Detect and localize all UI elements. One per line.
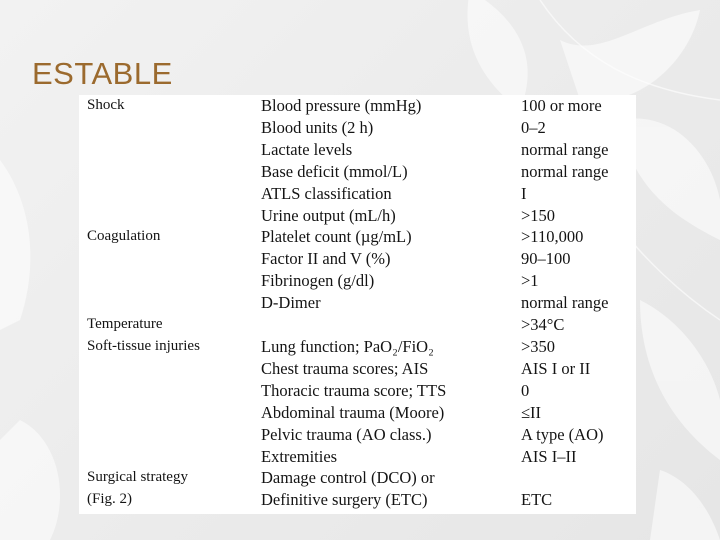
parameter-cell: Platelet count (µg/mL) — [261, 227, 412, 247]
value-cell: 100 or more — [521, 96, 602, 115]
parameter-cell: Thoracic trauma score; TTS — [261, 380, 447, 400]
category-cell — [87, 205, 261, 227]
table-row — [87, 489, 632, 511]
value-cell: >1 — [521, 271, 539, 291]
parameter-cell: Lactate levels — [261, 139, 353, 159]
table-row — [87, 424, 632, 446]
table-row — [87, 467, 632, 489]
parameter-cell: Blood pressure (mmHg) — [261, 96, 422, 115]
parameter-cell: Factor II and V (%) — [261, 249, 391, 269]
value-cell: AIS I or II — [521, 358, 591, 378]
table-row — [87, 139, 632, 161]
table-row — [87, 292, 632, 314]
value-cell: >110,000 — [521, 227, 584, 247]
category-cell — [87, 402, 261, 424]
value-cell: normal range — [521, 139, 609, 159]
category-cell — [87, 292, 261, 314]
table-row — [87, 117, 632, 139]
value-cell: AIS I–II — [521, 446, 577, 466]
category-cell: Coagulation — [87, 228, 161, 245]
table-row — [87, 205, 632, 227]
category-cell — [87, 380, 261, 402]
value-cell: I — [521, 183, 527, 203]
parameter-cell: Fibrinogen (g/dl) — [261, 271, 375, 291]
category-cell: Shock — [87, 97, 125, 113]
table-row — [87, 95, 632, 117]
value-cell — [521, 467, 632, 489]
value-cell: >150 — [521, 205, 556, 225]
category-cell — [87, 139, 261, 161]
table-row — [87, 314, 632, 336]
category-cell — [87, 424, 261, 446]
category-cell — [87, 117, 261, 139]
category-cell: Surgical strategy — [87, 469, 188, 486]
parameter-cell: Damage control (DCO) or — [261, 468, 435, 488]
parameter-cell: D-Dimer — [261, 293, 321, 313]
table-row — [87, 446, 632, 468]
category-cell: Temperature — [87, 316, 163, 333]
table-row — [87, 248, 632, 270]
category-cell — [87, 161, 261, 183]
table-row — [87, 270, 632, 292]
slide-title: ESTABLE — [32, 56, 173, 91]
value-cell: A type (AO) — [521, 424, 604, 444]
criteria-table — [87, 95, 632, 511]
parameter-cell — [261, 314, 521, 336]
parameter-cell: Extremities — [261, 446, 338, 466]
value-cell: 90–100 — [521, 249, 571, 269]
table-row — [87, 336, 632, 358]
value-cell: normal range — [521, 293, 609, 313]
table-row — [87, 380, 632, 402]
value-cell: ETC — [521, 490, 553, 510]
table-row — [87, 402, 632, 424]
value-cell: >34°C — [521, 315, 565, 335]
table-image — [79, 95, 636, 514]
table-row — [87, 226, 632, 248]
table-row — [87, 358, 632, 380]
value-cell: normal range — [521, 161, 609, 181]
category-cell — [87, 446, 261, 468]
category-cell — [87, 358, 261, 380]
parameter-cell: Definitive surgery (ETC) — [261, 490, 428, 510]
parameter-cell: Abdominal trauma (Moore) — [261, 402, 445, 422]
value-cell: ≤II — [521, 402, 542, 422]
parameter-cell: ATLS classification — [261, 183, 392, 203]
category-cell: Soft-tissue injuries — [87, 337, 200, 354]
table-row — [87, 183, 632, 205]
category-cell — [87, 248, 261, 270]
value-cell: >350 — [521, 336, 556, 356]
value-cell: 0–2 — [521, 117, 546, 137]
value-cell: 0 — [521, 380, 530, 400]
parameter-cell: Blood units (2 h) — [261, 117, 374, 137]
category-cell — [87, 183, 261, 205]
parameter-cell: Urine output (mL/h) — [261, 205, 396, 225]
table-row — [87, 161, 632, 183]
parameter-cell: Base deficit (mmol/L) — [261, 161, 408, 181]
parameter-cell: Lung function; PaO₂/FiO₂ — [261, 336, 434, 356]
parameter-cell: Pelvic trauma (AO class.) — [261, 424, 432, 444]
parameter-cell: Chest trauma scores; AIS — [261, 358, 429, 378]
category-cell — [87, 270, 261, 292]
category-cell: (Fig. 2) — [87, 491, 132, 508]
